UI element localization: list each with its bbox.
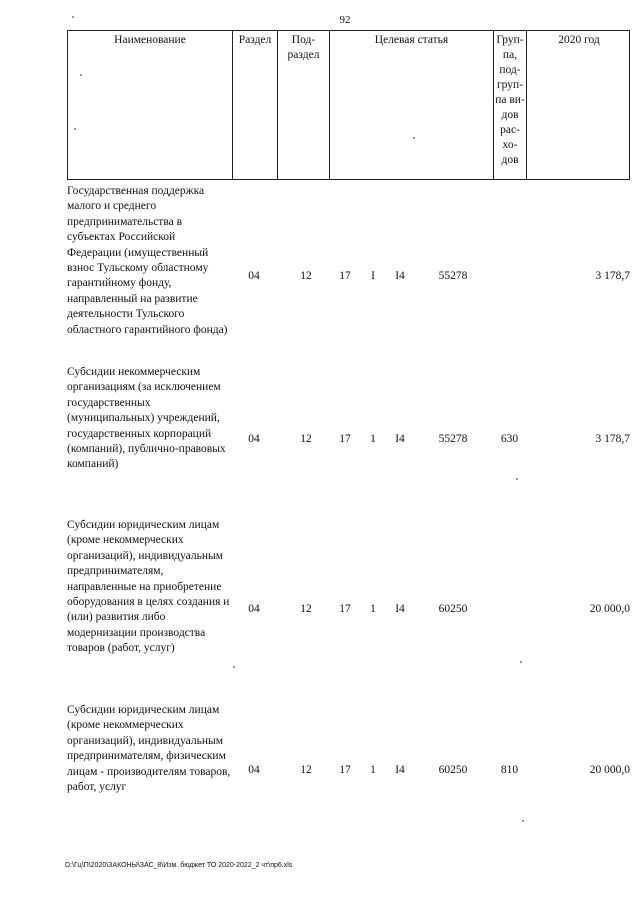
table-header	[67, 30, 630, 180]
row-amount: 3 178,7	[595, 433, 630, 445]
row-subsection: 12	[300, 433, 312, 445]
scan-speck	[74, 128, 76, 130]
header-target: Целевая статья	[330, 31, 494, 179]
row-subsection: 12	[300, 764, 312, 776]
row-amount: 3 178,7	[595, 270, 630, 282]
row-target-program: 17	[339, 433, 351, 445]
row-section: 04	[248, 764, 260, 776]
row-amount: 20 000,0	[589, 764, 630, 776]
row-section: 04	[248, 433, 260, 445]
row-name: Государственная поддержка малого и среднего предпринимательства в субъектах Российской Федерации (имущественный взнос Тульскому областному гарантийному фонду, направленный на развитие деятельности Тульского областного гарантийного фонда)	[67, 185, 228, 336]
row-group: 630	[500, 433, 519, 445]
row-target-subprogram: I	[371, 270, 375, 282]
scan-speck	[516, 478, 518, 480]
table-row	[67, 184, 630, 354]
table-row	[67, 365, 630, 475]
row-group: 810	[500, 764, 519, 776]
header-group: Груп- па, под- груп- па ви- дов рас- хо- дов	[494, 31, 527, 179]
scan-speck	[413, 137, 415, 139]
row-target-project: I4	[395, 603, 405, 615]
row-section: 04	[248, 270, 260, 282]
row-target-direction: 60250	[438, 603, 468, 615]
row-target-direction: 55278	[438, 433, 468, 445]
row-subsection: 12	[300, 270, 312, 282]
row-target-direction: 60250	[438, 764, 468, 776]
row-name: Субсидии юридическим лицам (кроме некоммерческих организаций), индивидуальным предпринимателям, направленные на приобретение оборудования в целях создания и (или) развития либо модернизации производства товаров (работ, услуг)	[67, 519, 230, 655]
row-target-program: 17	[339, 603, 351, 615]
table-row	[67, 703, 630, 813]
row-target-subprogram: 1	[370, 433, 376, 445]
row-subsection: 12	[300, 603, 312, 615]
row-name: Субсидии некоммерческим организациям (за исключением государственных (муниципальных) учреждений, государственных корпораций (компаний), публично-правовых компаний)	[67, 366, 226, 471]
row-target-direction: 55278	[438, 270, 468, 282]
file-path-footer: D:\Гц\П\2020\ЗАКОНЫ\ЗАС_8\Изм. бюджет ТО 2020-2022_2 чт\пр6.xls	[65, 862, 293, 869]
row-target-program: 17	[339, 270, 351, 282]
row-target-project: I4	[395, 433, 405, 445]
row-target-subprogram: 1	[370, 603, 376, 615]
row-section: 04	[248, 603, 260, 615]
scan-speck	[72, 16, 74, 18]
scan-speck	[520, 661, 522, 663]
header-section: Раздел	[233, 31, 278, 179]
row-target-subprogram: 1	[370, 764, 376, 776]
page-number: 92	[339, 14, 351, 26]
row-target-program: 17	[339, 764, 351, 776]
header-subsection: Под- раздел	[278, 31, 330, 179]
row-target-project: I4	[395, 764, 405, 776]
row-name: Субсидии юридическим лицам (кроме некоммерческих организаций), индивидуальным предпринимателям, физическим лицам - производителям товаров, работ, услуг	[67, 704, 231, 794]
scan-speck	[233, 666, 235, 668]
header-name: Наименование	[68, 31, 233, 179]
scan-speck	[80, 74, 82, 76]
scan-speck	[522, 820, 524, 822]
table-row	[67, 518, 630, 658]
row-amount: 20 000,0	[589, 603, 630, 615]
header-year: 2020 год	[558, 34, 600, 46]
row-target-project: I4	[395, 270, 405, 282]
